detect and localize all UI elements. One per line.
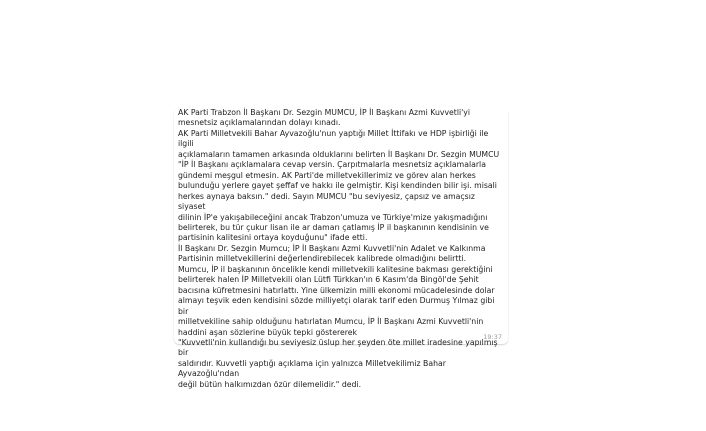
message-timestamp: 19:37: [483, 333, 502, 341]
message-text: AK Parti Trabzon İl Başkanı Dr. Sezgin MUMCU, İP İl Başkanı Azmi Kuvvetli'yi mesnetsiz açıklamalarından dolayı kınadı. AK Parti Milletvekili Bahar Ayvazoğlu'nun yaptığı Millet İttifakı ve HDP işbirliği ile ilgili açıklamaların tamamen arkasında olduklarını belirten İl Başkanı Dr. Sezgin MUMCU "İP İl Başkanı açıklamalara cevap versin. Çarpıtmalarla mesnetsiz açıklamalarla gündemi meşgul etmesin. AK Parti'de milletvekillerimiz ve görev alan herkes bulunduğu yerlere gayet şeffaf ve hakkı ile gelmiştir. Kişi kendinden bilir işi. misali herkes aynaya baksın." dedi. Sayın MUMCU "bu seviyesiz, çapsız ve amaçsız siyaset dilinin İP'e yakışabileceğini ancak Trabzon'umuza ve Türkiye'mize yakışmadığını belirterek, bu tür çukur lisan ile ar damarı çatlamış İP il başkanının kendisinin ve partisinin kalitesini ortaya koyduğunu" ifade etti. İl Başkanı Dr. Sezgin Mumcu; İP İl Başkanı Azmi Kuvvetli'nin Adalet ve Kalkınma Partisinin milletvekillerini değerlendirebilecek kalibrede olmadığını belirtti. Mumcu, İP il başkanının öncelikle kendi milletvekili kalitesine bakması gerektiğini belirterek halen İP Milletvekili olan Lütfi Türkkan'ın 6 Kasım'da Bingöl'de Şehit bacısına küfretmesini hatırlattı. Yine ülkemizin milli ekonomi mücadelesinde dolar almayı teşvik eden kendisini sözde milliyetçi olarak tarif eden Durmuş Yılmaz gibi bir milletvekiline sahip olduğunu hatırlatan Mumcu, İP İl Başkanı Azmi Kuvvetli'nin haddini aşan sözlerine büyük tepki göstererek "Kuvvetli'nin kullandığı bu seviyesiz üslup her şeyden öte millet iradesine yapılmış bir saldırıdır. Kuvvetli yaptığı açıklama için yalnızca Milletvekilimiz Bahar Ayvazoğlu'ndan değil bütün halkımızdan özür dilemelidir." dedi.: [178, 108, 500, 389]
message-bubble[interactable]: [174, 108, 508, 389]
